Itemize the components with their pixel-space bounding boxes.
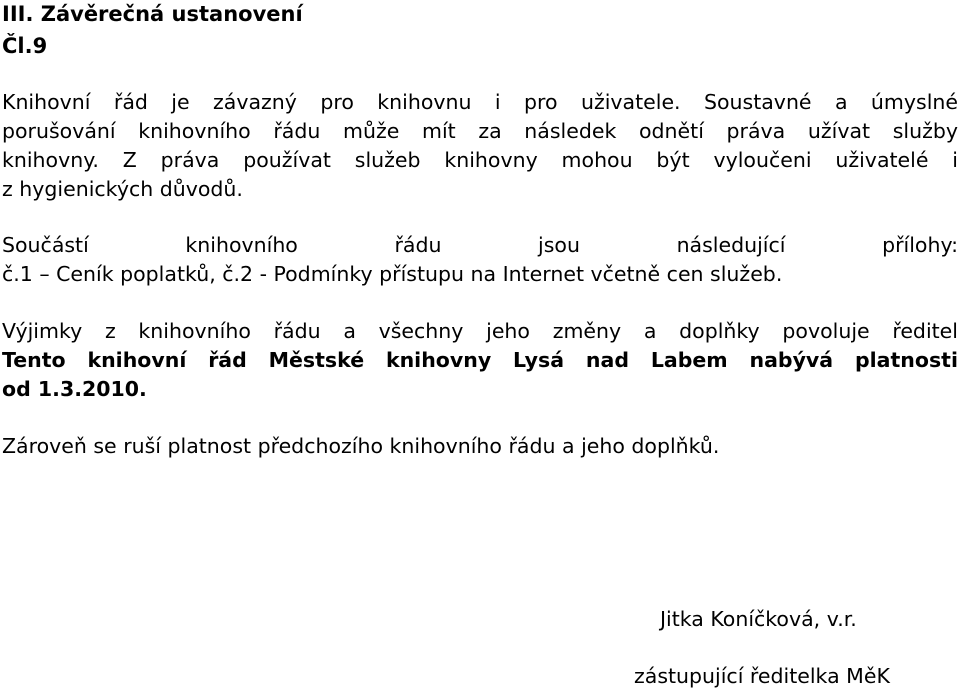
paragraph-3-line-1: Výjimky z knihovního řádu a všechny jeho změny a doplňky povoluje ředitel: [2, 319, 958, 343]
paragraph-3-line-3: od 1.3.2010.: [2, 377, 147, 401]
signature-name: Jitka Koníčková, v.r.: [660, 607, 857, 631]
paragraph-1-line-2: porušování knihovního řádu může mít za následek odnětí práva užívat služby: [2, 119, 958, 143]
article-heading: Čl.9: [2, 34, 48, 58]
paragraph-2-line-1: Součástí knihovního řádu jsou následující přílohy:: [2, 233, 958, 257]
paragraph-1-line-3: knihovny. Z práva používat služeb knihovny mohou být vyloučeni uživatelé i: [2, 148, 958, 172]
signature-role: zástupující ředitelka MěK: [634, 664, 890, 688]
section-heading: III. Závěrečná ustanovení: [2, 2, 303, 26]
paragraph-1-line-1: Knihovní řád je závazný pro knihovnu i pro uživatele. Soustavné a úmyslné: [2, 90, 958, 114]
paragraph-1-line-4: z hygienických důvodů.: [2, 177, 243, 201]
paragraph-3-line-2: Tento knihovní řád Městské knihovny Lysá nad Labem nabývá platnosti: [2, 348, 958, 372]
paragraph-2-line-2: č.1 – Ceník poplatků, č.2 - Podmínky přístupu na Internet včetně cen služeb.: [2, 262, 783, 286]
paragraph-4-line-1: Zároveň se ruší platnost předchozího knihovního řádu a jeho doplňků.: [2, 434, 720, 458]
